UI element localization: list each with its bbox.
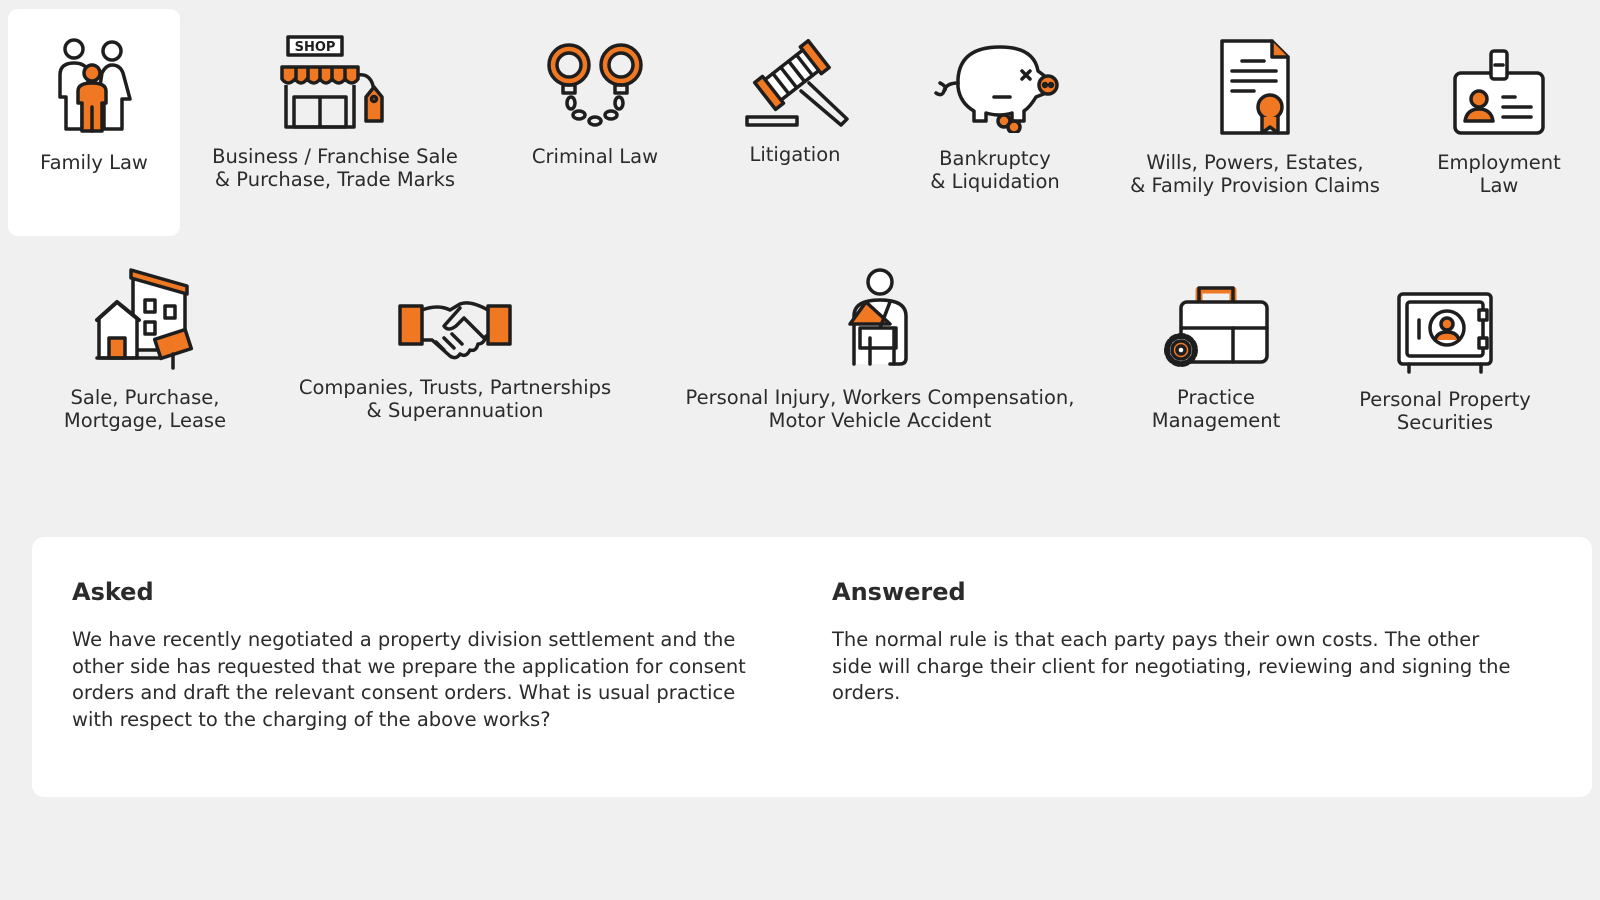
category-bankruptcy[interactable] (900, 9, 1090, 193)
category-label: Wills, Powers, Estates, & Family Provision Claims (1130, 151, 1380, 197)
house-building-icon (95, 262, 195, 372)
category-companies[interactable] (280, 262, 630, 422)
category-employment[interactable] (1420, 9, 1578, 197)
category-family-law[interactable] (8, 9, 180, 236)
category-label: Companies, Trusts, Partnerships & Superannuation (298, 376, 612, 422)
category-criminal[interactable] (510, 9, 680, 168)
category-label: Sale, Purchase, Mortgage, Lease (63, 386, 227, 432)
answered-heading: Answered (832, 578, 966, 606)
category-business[interactable] (200, 9, 470, 191)
answered-text: The normal rule is that each party pays their own costs. The other side will charge their client for negotiating, reviewing and signing the orders. (832, 628, 1511, 704)
injured-person-icon (840, 262, 920, 372)
category-label: Business / Franchise Sale & Purchase, Trade Marks (212, 145, 458, 191)
category-label: Employment Law (1437, 151, 1561, 197)
id-badge-icon (1451, 9, 1547, 137)
category-label: Personal Injury, Workers Compensation, Motor Vehicle Accident (685, 386, 1075, 432)
category-litigation[interactable] (720, 9, 870, 166)
gavel-icon (741, 9, 849, 129)
handcuffs-icon (545, 9, 645, 131)
category-label: Litigation (749, 143, 841, 166)
will-document-icon (1218, 9, 1292, 137)
svg-text:SHOP: SHOP (294, 40, 336, 55)
category-injury[interactable] (665, 262, 1095, 432)
qa-card (32, 537, 1592, 797)
category-property[interactable] (50, 262, 240, 432)
asked-heading: Asked (72, 578, 154, 606)
briefcase-gear-icon (1161, 262, 1271, 372)
shop-icon (280, 9, 390, 131)
category-label: Bankruptcy & Liquidation (930, 147, 1060, 193)
category-pps[interactable] (1340, 262, 1550, 434)
category-practice[interactable] (1130, 262, 1302, 432)
answered-section (832, 577, 1512, 707)
asked-text: We have recently negotiated a property division settlement and the other side has requested that we prepare the application for consent orders and draft the relevant consent orders. What is usual practice with respect to the charging of the above works? (72, 628, 746, 731)
asked-section (72, 577, 777, 733)
category-label: Practice Management (1151, 386, 1281, 432)
handshake-icon (398, 262, 512, 362)
category-label: Criminal Law (531, 145, 659, 168)
category-label: Family Law (40, 151, 148, 174)
piggy-bank-icon (930, 9, 1060, 133)
family-icon (52, 9, 136, 137)
safe-icon (1395, 262, 1495, 374)
category-label: Personal Property Securities (1359, 388, 1531, 434)
category-wills[interactable] (1105, 9, 1405, 197)
